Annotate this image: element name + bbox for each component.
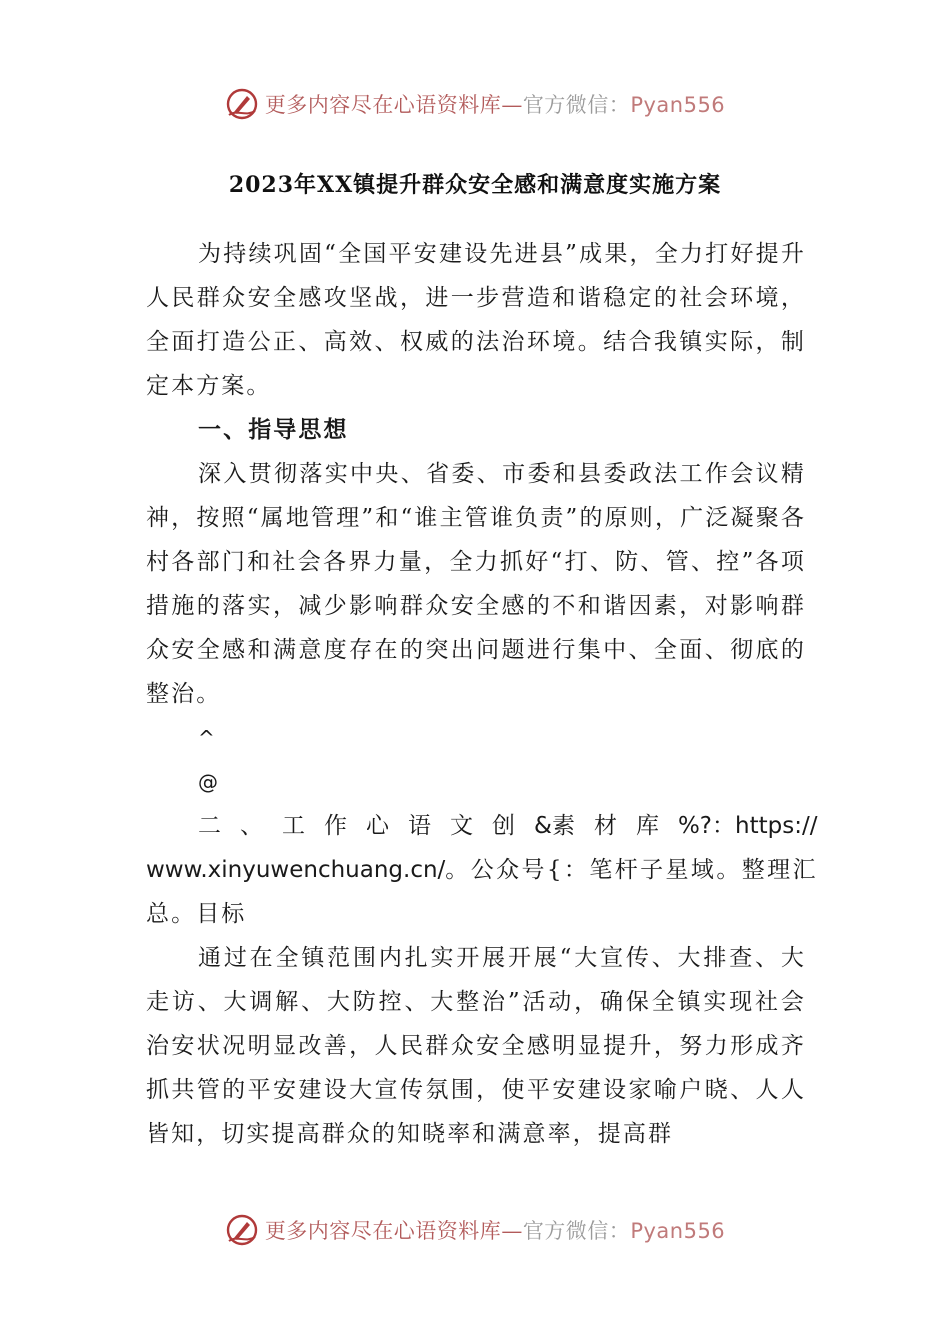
watermark-wechat-label: 官方微信：	[522, 1219, 631, 1243]
watermark-wechat-id: Pyan556	[630, 1219, 726, 1243]
pen-logo-icon	[225, 87, 259, 121]
section2-url-link[interactable]: www.xinyuwenchuang.cn/	[146, 857, 446, 883]
section2-url-line	[146, 848, 818, 892]
section2-heading-line	[146, 804, 818, 848]
watermark-text	[265, 89, 725, 119]
watermark-wechat-id: Pyan556	[630, 93, 726, 117]
section2-heading-a: 二、工作心语文创	[198, 813, 534, 839]
section2-paragraph: 通过在全镇范围内扎实开展开展“大宣传、大排查、大走访、大调解、大防控、大整治”活动，确保全镇实现社会治安状况明显改善，人民群众安全感明显提升，努力形成齐抓共管的平安建设大宣传氛围，使平安建设家喻户晓、人人皆知，切实提高群众的知晓率和满意率，提高群	[146, 945, 806, 1147]
watermark-banner-top	[0, 84, 950, 124]
watermark-banner-bottom	[0, 1210, 950, 1250]
document-title: 2023年XX镇提升群众安全感和满意度实施方案	[228, 172, 722, 198]
at-glyph: @	[198, 770, 221, 794]
section1-paragraph: 深入贯彻落实中央、省委、市委和县委政法工作会议精神，按照“属地管理”和“谁主管谁负责”的原则，广泛凝聚各村各部门和社会各界力量，全力抓好“打、防、管、控”各项措施的落实，减少影响群众安全感的不和谐因素，对影响群众安全感和满意度存在的突出问题进行集中、全面、彻底的整治。	[146, 461, 806, 707]
document-body	[146, 232, 818, 1156]
watermark-label: 更多内容尽在心语资料库	[264, 1219, 502, 1243]
section1-heading: 一、指导思想	[198, 416, 349, 443]
section2-url-a[interactable]: https://	[735, 813, 818, 839]
section2-heading-c: 素材库	[551, 813, 678, 839]
section2-notice: 。公众号{：笔杆子星域。整理汇	[445, 857, 818, 883]
section2-heading-b: &	[534, 813, 552, 839]
caret-glyph: ^	[198, 726, 217, 750]
intro-paragraph: 为持续巩固“全国平安建设先进县”成果，全力打好提升人民群众安全感攻坚战，进一步营造和谐稳定的社会环境，全面打造公正、高效、权威的法治环境。结合我镇实际，制定本方案。	[146, 241, 806, 399]
section2-tail: 总。目标	[146, 901, 247, 927]
watermark-dash: —	[501, 1219, 523, 1243]
watermark-label: 更多内容尽在心语资料库	[264, 93, 502, 117]
watermark-dash: —	[501, 93, 523, 117]
section2-heading-d: %?：	[677, 813, 735, 839]
watermark-text	[265, 1215, 725, 1245]
watermark-wechat-label: 官方微信：	[522, 93, 631, 117]
pen-logo-icon	[225, 1213, 259, 1247]
